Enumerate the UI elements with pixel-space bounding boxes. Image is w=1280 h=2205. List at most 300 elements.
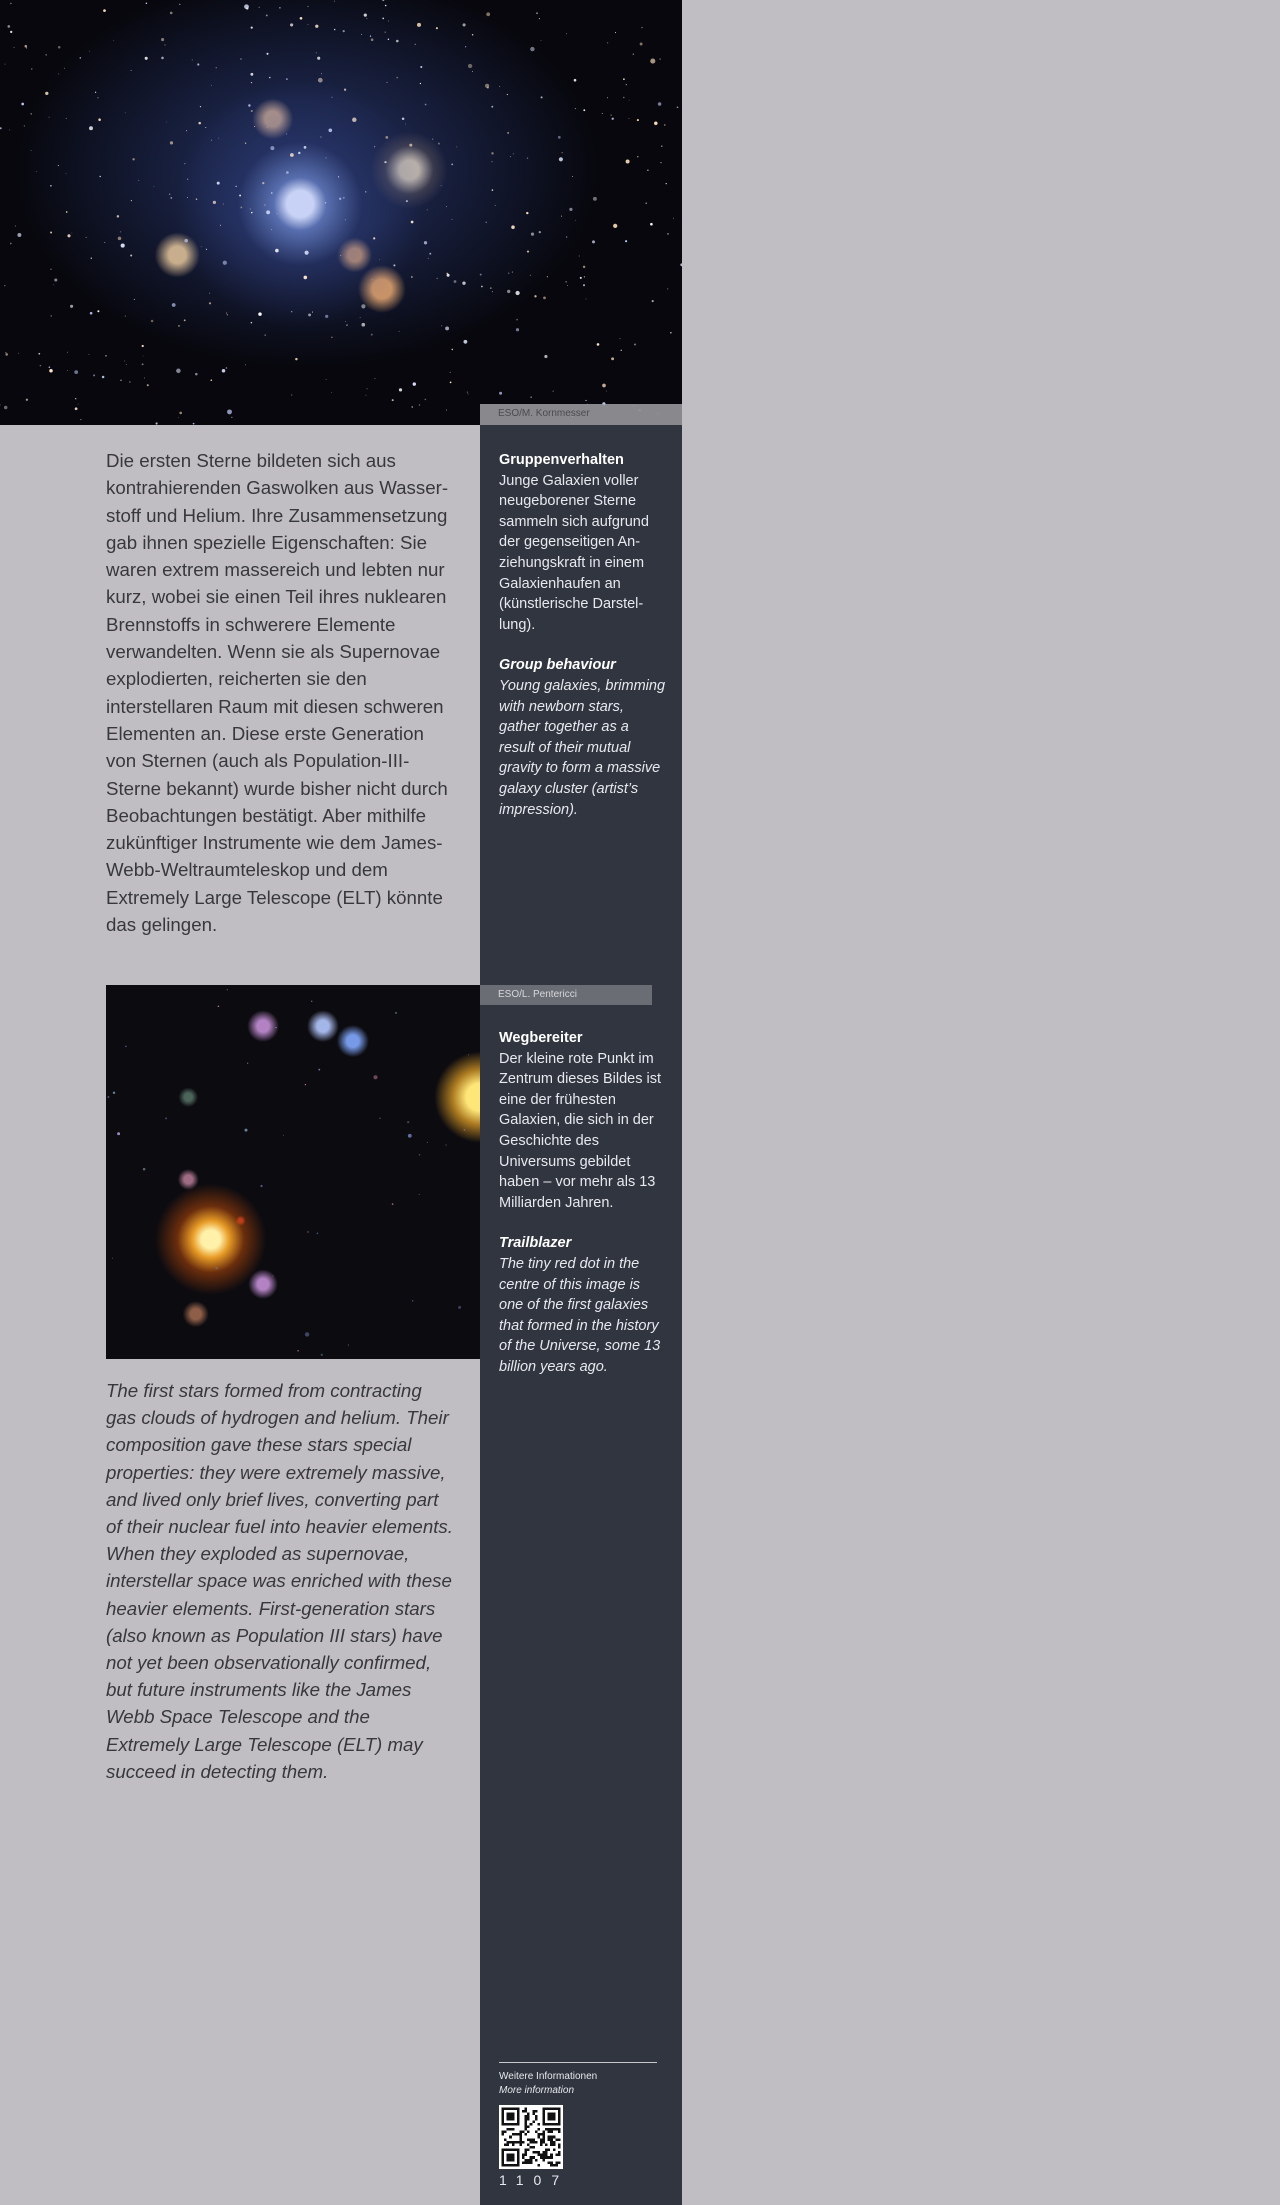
star (311, 1001, 313, 1003)
star (4, 406, 7, 409)
star (326, 379, 327, 380)
caption2-title-de: Wegbereiter (499, 1030, 583, 1046)
star (226, 367, 228, 369)
star (187, 179, 188, 180)
star (660, 162, 661, 163)
star (385, 5, 387, 7)
star (153, 186, 154, 187)
star (629, 100, 630, 101)
star (161, 38, 164, 41)
star (658, 102, 662, 106)
star (227, 314, 228, 315)
star (5, 64, 6, 65)
star (307, 1231, 308, 1232)
star (446, 410, 447, 411)
star (222, 369, 226, 373)
star (264, 334, 265, 335)
star (321, 73, 322, 74)
star (316, 52, 317, 53)
star (205, 127, 206, 128)
star (198, 122, 201, 125)
star (266, 14, 268, 16)
star (667, 233, 668, 234)
star (130, 254, 132, 256)
star (419, 1154, 421, 1156)
star (308, 313, 311, 316)
star (454, 280, 457, 283)
star (307, 24, 308, 25)
star (258, 312, 262, 316)
star (184, 319, 186, 321)
star (602, 384, 606, 388)
star (393, 264, 395, 266)
star (113, 1092, 115, 1094)
star (142, 345, 144, 347)
star (50, 232, 52, 234)
star (650, 223, 653, 226)
star (290, 153, 294, 157)
star (226, 312, 227, 313)
star (26, 47, 27, 48)
star (97, 97, 98, 98)
star (385, 31, 386, 32)
star (143, 1168, 146, 1171)
star (667, 288, 668, 289)
star (602, 113, 603, 114)
star (112, 1258, 113, 1259)
star (666, 183, 667, 184)
star (318, 78, 323, 83)
star (465, 46, 466, 47)
star (21, 103, 24, 106)
star (677, 106, 679, 108)
star (103, 9, 106, 12)
star (544, 355, 547, 358)
star (481, 286, 483, 288)
star (251, 27, 253, 29)
star (597, 343, 600, 346)
star (508, 273, 509, 274)
star (562, 152, 563, 153)
star (585, 400, 586, 401)
star (646, 203, 647, 204)
star (492, 161, 493, 162)
star (559, 157, 563, 161)
star (170, 141, 173, 144)
star (438, 143, 440, 145)
star (10, 31, 12, 33)
star (36, 171, 37, 172)
star (586, 298, 587, 299)
star (392, 399, 394, 401)
star (179, 412, 182, 415)
star (142, 363, 144, 365)
star (245, 143, 246, 144)
star (468, 64, 472, 68)
star (361, 304, 365, 308)
star (117, 215, 119, 217)
star (670, 332, 671, 333)
star (66, 211, 68, 213)
star (227, 409, 232, 414)
star (379, 259, 380, 260)
star (304, 146, 307, 149)
star (370, 35, 371, 36)
star (445, 1144, 447, 1146)
star (117, 1132, 120, 1135)
star (89, 51, 90, 52)
star (279, 7, 281, 9)
star (344, 89, 346, 91)
star (450, 382, 452, 384)
star (365, 191, 366, 192)
star (626, 160, 630, 164)
star (40, 365, 42, 367)
star (66, 173, 67, 174)
star (131, 200, 132, 201)
star (536, 12, 538, 14)
exhibit-code: 1107 (499, 2172, 570, 2188)
star (480, 274, 482, 276)
star (286, 78, 288, 80)
star (569, 208, 572, 211)
star (467, 393, 468, 394)
star (251, 322, 253, 324)
star (637, 119, 639, 121)
star (25, 45, 28, 48)
star (251, 212, 252, 213)
star (396, 40, 399, 43)
star (360, 317, 361, 318)
star (308, 6, 309, 7)
star (364, 13, 367, 16)
star (343, 197, 345, 199)
star (491, 106, 493, 108)
star (539, 231, 541, 233)
star (407, 1121, 409, 1123)
star (304, 276, 308, 280)
star (425, 104, 427, 106)
star (530, 47, 534, 51)
caption2-body-en: The tiny red dot in the centre of this image is one of the first galaxies that formed in the history of the Universe, some 13 billion years ago. (499, 1255, 661, 1375)
star (129, 381, 130, 382)
star (575, 220, 576, 221)
star (195, 373, 198, 376)
star (379, 1118, 380, 1119)
star (305, 1332, 309, 1336)
star (211, 379, 213, 381)
hero-credit-strip (480, 404, 682, 425)
star (64, 68, 65, 69)
star (275, 249, 279, 253)
star (543, 297, 546, 300)
star (7, 25, 10, 28)
star (673, 218, 674, 219)
star (561, 216, 562, 217)
star (80, 57, 82, 59)
star (441, 325, 442, 326)
star (50, 269, 51, 270)
star (371, 334, 373, 336)
star (451, 349, 453, 351)
star (218, 138, 219, 139)
star (24, 125, 25, 126)
star (93, 374, 95, 376)
star (271, 192, 272, 193)
star (425, 399, 427, 401)
star (661, 145, 663, 147)
star (218, 1005, 220, 1007)
star (468, 1054, 469, 1055)
star (530, 396, 531, 397)
star (266, 53, 268, 55)
star (372, 279, 373, 280)
star (412, 1300, 413, 1301)
star (343, 30, 345, 32)
star (371, 38, 374, 41)
star (334, 1, 335, 2)
star (216, 67, 217, 68)
star (99, 176, 100, 177)
qr-code-icon[interactable] (499, 2105, 563, 2169)
star (345, 219, 346, 220)
star (264, 204, 265, 205)
star (399, 388, 402, 391)
star (462, 282, 465, 285)
star (31, 68, 32, 69)
star (664, 124, 665, 125)
star (50, 185, 52, 187)
star (526, 212, 528, 214)
star (165, 1117, 167, 1119)
star (231, 417, 232, 418)
star (74, 370, 78, 374)
star (626, 84, 627, 85)
star (178, 417, 179, 418)
star (625, 240, 627, 242)
star (641, 27, 643, 29)
star (144, 378, 145, 379)
star (132, 158, 134, 160)
star (367, 388, 368, 389)
star (583, 266, 585, 268)
star (146, 3, 148, 5)
star (138, 180, 139, 181)
star (405, 124, 406, 125)
star (67, 370, 68, 371)
star (566, 236, 567, 237)
star (49, 366, 51, 368)
star (300, 17, 303, 20)
star (367, 18, 368, 19)
star (527, 251, 529, 253)
star (386, 82, 387, 83)
star (184, 163, 185, 164)
star (151, 320, 154, 323)
star (105, 355, 106, 356)
star (507, 132, 509, 134)
star (420, 66, 422, 68)
star (286, 171, 289, 174)
star (26, 399, 28, 401)
star (345, 321, 346, 322)
star (317, 57, 320, 60)
star (223, 261, 227, 265)
star (121, 244, 125, 248)
star (340, 255, 341, 256)
star (428, 258, 429, 259)
star (10, 243, 12, 245)
star (211, 85, 212, 86)
star (606, 391, 607, 392)
caption2-title-en: Trailblazer (499, 1235, 572, 1252)
star (276, 1027, 277, 1028)
star (437, 278, 438, 279)
main-text-german: Die ersten Sterne bildeten sich aus kontrahierenden Gaswolken aus Wasser-stoff und Helium. Ihre Zusammensetzung gab ihnen spezielle Eigenschaften: Sie waren extrem massereich und lebten nur kurz, wobei sie einen Teil ihres nuklearen Brennstoffs in schwerere Elemente verwandelten. Wenn sie als Supernovae explodierten, reicherten sie den interstellaren Raum mit diesen schweren Elementen an. Diese erste Generation von Sternen (auch als Population-III-Sterne bekannt) wurde bisher nicht durch Beobachtungen bestätigt. Aber mithilfe zukünftiger Instrumente wie dem James-Webb-Weltraumteleskop und dem Extremely Large Telescope (ELT) könnte das gelingen. (106, 450, 449, 936)
star (0, 404, 1, 405)
star (283, 1135, 284, 1136)
star (247, 1063, 248, 1064)
star (306, 197, 307, 198)
star (262, 182, 264, 184)
star (31, 113, 32, 114)
star (209, 302, 211, 304)
star (271, 229, 272, 230)
star (654, 122, 658, 126)
star (131, 70, 132, 71)
photo2-star-field (106, 985, 480, 1359)
star (584, 276, 585, 277)
star (512, 272, 513, 273)
star (553, 391, 554, 392)
star (547, 276, 548, 277)
star (104, 242, 105, 243)
star (507, 94, 508, 95)
star (125, 1046, 127, 1048)
star (66, 118, 67, 119)
star (634, 344, 636, 346)
star (338, 176, 339, 177)
star (14, 47, 15, 48)
star (472, 71, 473, 72)
star (456, 146, 457, 147)
star (441, 185, 442, 186)
star (9, 129, 10, 130)
star (574, 79, 577, 82)
star (583, 284, 585, 286)
star (399, 331, 400, 332)
star (187, 197, 188, 198)
star (58, 73, 59, 74)
star (126, 364, 127, 365)
star (623, 78, 625, 80)
star (134, 299, 135, 300)
star (211, 140, 212, 141)
star (660, 59, 661, 60)
star (492, 291, 493, 292)
star (321, 1354, 323, 1356)
star (97, 310, 99, 312)
star (534, 295, 536, 297)
star (165, 45, 166, 46)
star (558, 136, 561, 139)
star (192, 60, 193, 61)
star (331, 337, 332, 338)
star (31, 150, 32, 151)
star (251, 110, 253, 112)
star (326, 157, 327, 158)
star (427, 1142, 428, 1143)
star (46, 54, 47, 55)
star (579, 255, 580, 256)
star (361, 34, 362, 35)
more-info-label-en: More information (499, 2085, 575, 2096)
star (251, 82, 252, 83)
star (417, 23, 421, 27)
star (88, 354, 89, 355)
star (510, 156, 511, 157)
star (424, 241, 427, 244)
star (527, 158, 528, 159)
star (513, 153, 514, 154)
star (388, 39, 390, 41)
star (197, 63, 199, 65)
star (54, 278, 57, 281)
star (186, 130, 187, 131)
star (78, 404, 79, 405)
star (192, 1228, 193, 1229)
star (633, 53, 635, 55)
star (269, 77, 270, 78)
caption-sidebar (480, 425, 682, 2205)
star (491, 152, 493, 154)
star (541, 96, 543, 98)
star (291, 311, 293, 313)
star (75, 398, 76, 399)
star (629, 118, 630, 119)
star (485, 84, 489, 88)
star (305, 251, 309, 255)
star (172, 303, 176, 307)
star (495, 205, 496, 206)
early-galaxy-image (106, 985, 480, 1359)
star (240, 58, 241, 59)
star (374, 378, 375, 379)
star (156, 422, 158, 424)
hero-galaxy-cluster-image (0, 0, 682, 425)
star (244, 4, 249, 9)
star (539, 18, 540, 19)
hero-image-credit: ESO/M. Kornmesser (498, 408, 590, 419)
star (217, 182, 220, 185)
star (637, 156, 638, 157)
star (446, 206, 447, 207)
star (566, 33, 567, 34)
star (240, 206, 242, 208)
star (67, 352, 68, 353)
main-text-english: The first stars formed from contracting gas clouds of hydrogen and helium. Their composition gave these stars special properties: they were extremely massive, and lived only brief lives, converting part of their nuclear fuel into heavier elements. When they exploded as supernovae, interstellar space was enriched with these heavier elements. First-generation stars (also known as Population III stars) have not yet been observationally confirmed, but future instruments like the James Webb Space Telescope and the Extremely Large Telescope (ELT) may succeed in detecting them. (106, 1380, 453, 1782)
star (458, 1306, 461, 1309)
star (5, 353, 8, 356)
star (436, 27, 438, 29)
star (91, 258, 92, 259)
star (178, 325, 180, 327)
more-info-label-de: Weitere Informationen (499, 2071, 598, 2082)
star (10, 3, 11, 4)
star (86, 237, 87, 238)
star (419, 404, 420, 405)
star (382, 18, 384, 20)
